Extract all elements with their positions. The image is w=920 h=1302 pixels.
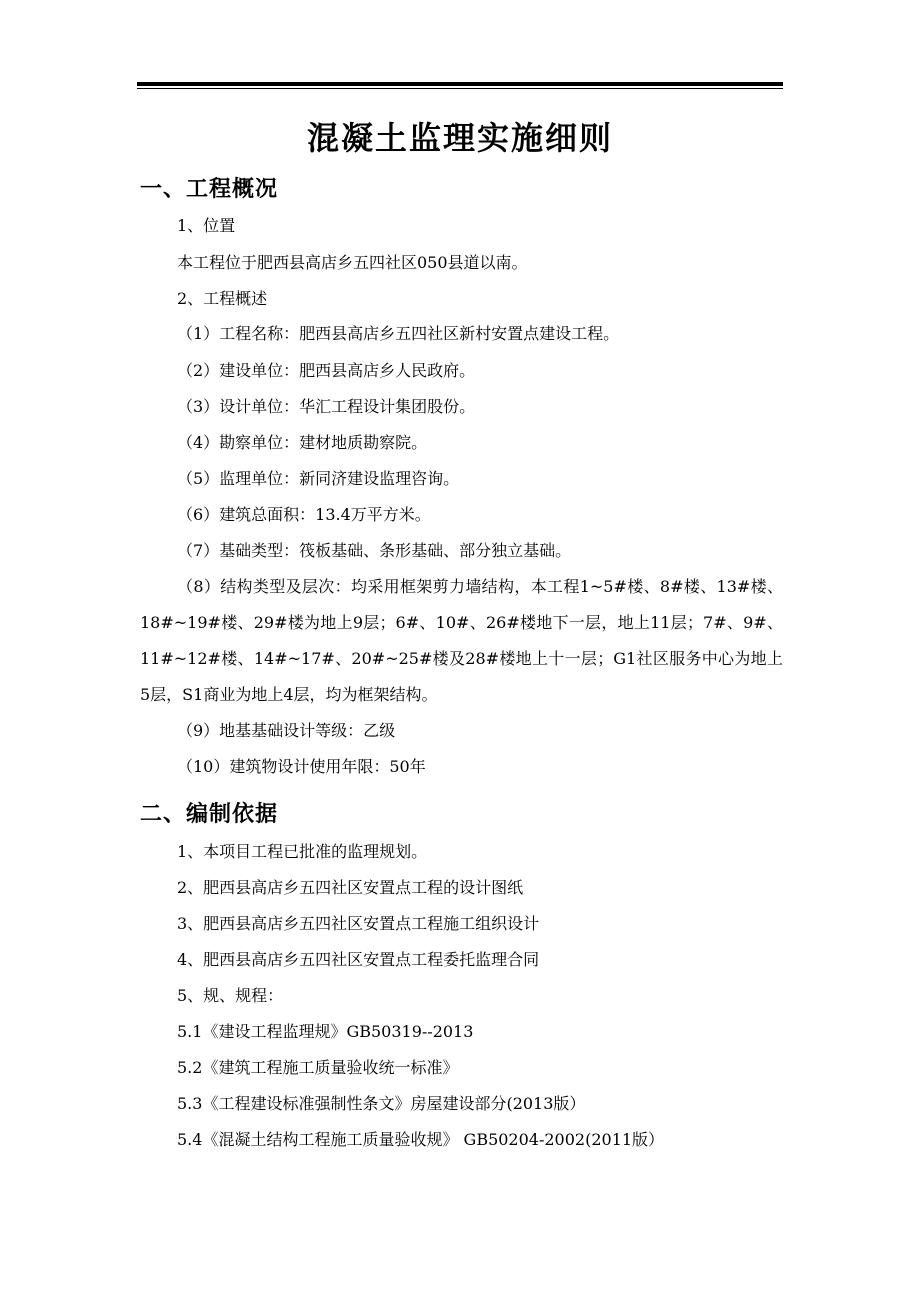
list-item: （10）建筑物设计使用年限：50年: [177, 757, 426, 776]
list-item: 3、肥西县高店乡五四社区安置点工程施工组织设计: [177, 914, 540, 933]
list-item: 4、肥西县高店乡五四社区安置点工程委托监理合同: [177, 950, 540, 969]
structure-paragraph: （8）结构类型及层次：均采用框架剪力墙结构，本工程1~5#楼、8#楼、13#楼、18#~19#楼、29#楼为地上9层；6#、10#、26#楼地下一层，地上11层；7#、9#、11#~12#楼、14#~17#、20#~25#楼及28#楼地上十一层；G1社区服务中心为地上5层，S1商业为地上4层，均为框架结构。: [140, 577, 783, 704]
list-item: （4）勘察单位：建材地质勘察院。: [177, 433, 428, 452]
header-rule-thin: [137, 88, 783, 89]
list-item: 5、规、规程：: [177, 986, 284, 1005]
document-title: 混凝土监理实施细则: [306, 119, 613, 157]
section-heading-basis: 二、编制依据: [140, 802, 279, 827]
list-item: 5.4《混凝土结构工程施工质量验收规》 GB50204-2002(2011版）: [177, 1130, 665, 1149]
list-item: （2）建设单位：肥西县高店乡人民政府。: [177, 361, 476, 380]
list-item: （3）设计单位：华汇工程设计集团股份。: [177, 397, 476, 416]
list-item: （7）基础类型：筏板基础、条形基础、部分独立基础。: [177, 541, 572, 560]
list-item: 2、工程概述: [177, 289, 268, 308]
header-rule-thick: [137, 82, 783, 86]
section-heading-overview: 一、工程概况: [140, 177, 279, 202]
list-item: 1、位置: [177, 216, 236, 235]
list-item: 5.2《建筑工程施工质量验收统一标准》: [177, 1058, 459, 1077]
list-item: （9）地基基础设计等级：乙级: [177, 721, 396, 740]
list-item: （6）建筑总面积：13.4万平方米。: [177, 505, 431, 524]
list-item: （1）工程名称：肥西县高店乡五四社区新村安置点建设工程。: [177, 324, 620, 343]
list-item: （5）监理单位：新同济建设监理咨询。: [177, 469, 460, 488]
list-item: 5.3《工程建设标准强制性条文》房屋建设部分(2013版）: [177, 1094, 586, 1113]
list-item: 5.1《建设工程监理规》GB50319--2013: [177, 1022, 474, 1041]
list-item: 1、本项目工程已批准的监理规划。: [177, 842, 428, 861]
list-item: 2、肥西县高店乡五四社区安置点工程的设计图纸: [177, 878, 524, 897]
list-item: 本工程位于肥西县高店乡五四社区050县道以南。: [177, 253, 528, 272]
